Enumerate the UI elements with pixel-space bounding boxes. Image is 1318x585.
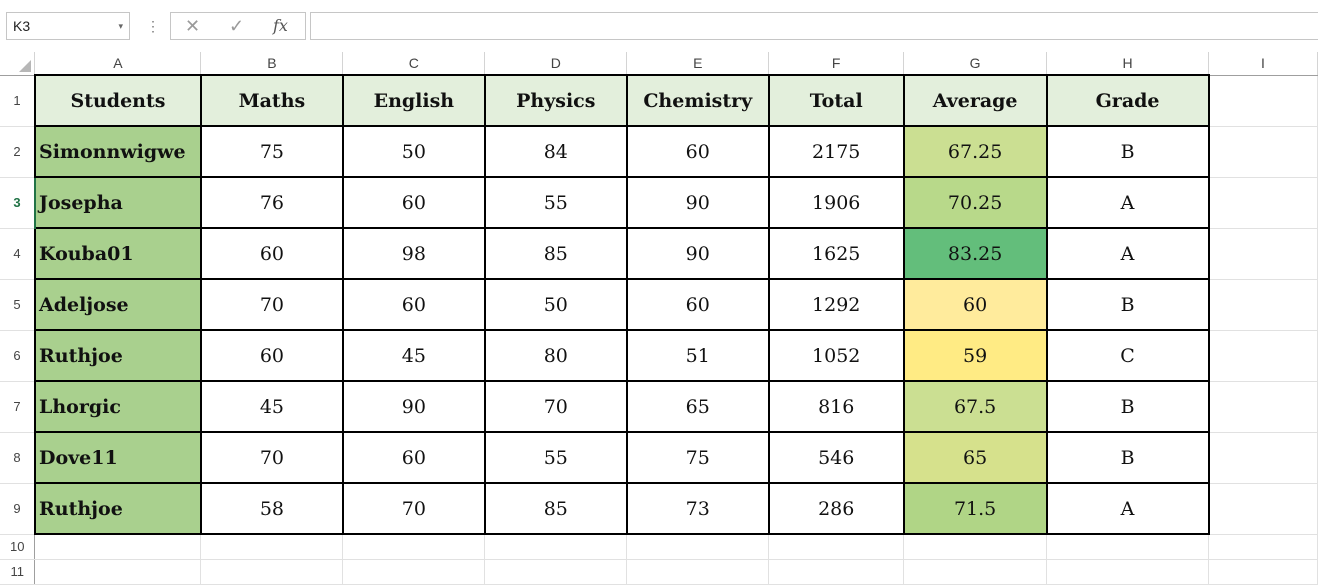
cell-g3[interactable]: 70.25 (904, 177, 1047, 228)
cell-i1[interactable] (1209, 75, 1318, 126)
name-box-value: K3 (13, 18, 31, 34)
cell-h6[interactable]: C (1047, 330, 1209, 381)
row-header-8[interactable]: 8 (0, 432, 35, 483)
cell-d11[interactable] (485, 559, 627, 584)
cell-h5[interactable]: B (1047, 279, 1209, 330)
formula-bar-grip-icon[interactable]: ⋮ (146, 18, 160, 34)
cell-b2[interactable]: 75 (201, 126, 343, 177)
name-box-dropdown-icon[interactable]: ▾ (118, 21, 123, 31)
cell-a3[interactable]: Josepha (35, 177, 201, 228)
cell-b7[interactable]: 45 (201, 381, 343, 432)
cell-g2[interactable]: 67.25 (904, 126, 1047, 177)
row-header-6[interactable]: 6 (0, 330, 35, 381)
cell-f2[interactable]: 2175 (769, 126, 904, 177)
cell-g1[interactable]: Average (904, 75, 1047, 126)
enter-icon[interactable]: ✓ (229, 16, 245, 36)
cell-h11[interactable] (1047, 559, 1209, 584)
column-header-b[interactable]: B (201, 52, 343, 75)
select-all-triangle-icon (19, 60, 31, 72)
cell-g6[interactable]: 59 (904, 330, 1047, 381)
cell-i3[interactable] (1209, 177, 1318, 228)
cell-c3[interactable]: 60 (343, 177, 485, 228)
cell-c10[interactable] (343, 534, 485, 559)
cancel-icon[interactable]: ✕ (185, 16, 201, 36)
table-row (0, 483, 1318, 534)
cell-e8[interactable]: 75 (627, 432, 769, 483)
table-row (0, 177, 1318, 228)
cell-c7[interactable]: 90 (343, 381, 485, 432)
name-box[interactable] (6, 12, 130, 40)
cell-e3[interactable]: 90 (627, 177, 769, 228)
table-row (0, 228, 1318, 279)
cell-b1[interactable]: Maths (201, 75, 343, 126)
cell-h7[interactable]: B (1047, 381, 1209, 432)
row-header-1[interactable]: 1 (0, 75, 35, 126)
cell-d1[interactable]: Physics (485, 75, 627, 126)
cell-b9[interactable]: 58 (201, 483, 343, 534)
row-header-4[interactable]: 4 (0, 228, 35, 279)
cell-f6[interactable]: 1052 (769, 330, 904, 381)
cell-f8[interactable]: 546 (769, 432, 904, 483)
cell-b3[interactable]: 76 (201, 177, 343, 228)
cell-b5[interactable]: 70 (201, 279, 343, 330)
cell-i8[interactable] (1209, 432, 1318, 483)
cell-c6[interactable]: 45 (343, 330, 485, 381)
cell-d8[interactable]: 55 (485, 432, 627, 483)
table-row (0, 534, 1318, 559)
cell-c2[interactable]: 50 (343, 126, 485, 177)
cell-a9[interactable]: Ruthjoe (35, 483, 201, 534)
cell-c9[interactable]: 70 (343, 483, 485, 534)
cell-e1[interactable]: Chemistry (627, 75, 769, 126)
cell-a6[interactable]: Ruthjoe (35, 330, 201, 381)
cell-a10[interactable] (35, 534, 201, 559)
cell-c1[interactable]: English (343, 75, 485, 126)
cell-i10[interactable] (1209, 534, 1318, 559)
cell-i2[interactable] (1209, 126, 1318, 177)
cell-e2[interactable]: 60 (627, 126, 769, 177)
cell-i9[interactable] (1209, 483, 1318, 534)
cell-b6[interactable]: 60 (201, 330, 343, 381)
formula-buttons (170, 12, 306, 40)
cell-h9[interactable]: A (1047, 483, 1209, 534)
cell-f4[interactable]: 1625 (769, 228, 904, 279)
cell-d4[interactable]: 85 (485, 228, 627, 279)
cell-b11[interactable] (201, 559, 343, 584)
column-header-f[interactable]: F (769, 52, 904, 75)
cell-d3[interactable]: 55 (485, 177, 627, 228)
cell-a1[interactable]: Students (35, 75, 201, 126)
column-header-g[interactable]: G (904, 52, 1047, 75)
column-header-i[interactable]: I (1209, 52, 1318, 75)
formula-input[interactable] (310, 12, 1318, 40)
column-header-a[interactable]: A (35, 52, 201, 75)
cell-d5[interactable]: 50 (485, 279, 627, 330)
cell-b10[interactable] (201, 534, 343, 559)
cell-i4[interactable] (1209, 228, 1318, 279)
cell-h4[interactable]: A (1047, 228, 1209, 279)
cell-e9[interactable]: 73 (627, 483, 769, 534)
cell-i7[interactable] (1209, 381, 1318, 432)
cell-i6[interactable] (1209, 330, 1318, 381)
cell-e11[interactable] (627, 559, 769, 584)
cell-f10[interactable] (769, 534, 904, 559)
row-header-11[interactable]: 11 (0, 559, 35, 584)
cell-g11[interactable] (904, 559, 1047, 584)
table-row (0, 432, 1318, 483)
cell-d9[interactable]: 85 (485, 483, 627, 534)
cell-h8[interactable]: B (1047, 432, 1209, 483)
cell-a5[interactable]: Adeljose (35, 279, 201, 330)
cell-a2[interactable]: Simonnwigwe (35, 126, 201, 177)
cell-g5[interactable]: 60 (904, 279, 1047, 330)
column-header-h[interactable]: H (1047, 52, 1209, 75)
cell-h1[interactable]: Grade (1047, 75, 1209, 126)
cell-f5[interactable]: 1292 (769, 279, 904, 330)
table-row (0, 330, 1318, 381)
cell-e10[interactable] (627, 534, 769, 559)
formula-bar-area (0, 0, 1318, 52)
cell-d6[interactable]: 80 (485, 330, 627, 381)
cell-g7[interactable]: 67.5 (904, 381, 1047, 432)
cell-b8[interactable]: 70 (201, 432, 343, 483)
cell-e4[interactable]: 90 (627, 228, 769, 279)
table-row (0, 126, 1318, 177)
column-header-row (0, 52, 1318, 75)
worksheet-grid (0, 52, 1318, 585)
cell-g9[interactable]: 71.5 (904, 483, 1047, 534)
cell-d2[interactable]: 84 (485, 126, 627, 177)
row-header-3[interactable]: 3 (0, 177, 35, 228)
row-header-9[interactable]: 9 (0, 483, 35, 534)
table-row (0, 279, 1318, 330)
cell-h10[interactable] (1047, 534, 1209, 559)
cell-f1[interactable]: Total (769, 75, 904, 126)
cell-c8[interactable]: 60 (343, 432, 485, 483)
cell-h2[interactable]: B (1047, 126, 1209, 177)
select-all-button[interactable] (0, 52, 35, 75)
insert-function-icon[interactable]: fx (273, 16, 288, 35)
cell-a7[interactable]: Lhorgic (35, 381, 201, 432)
cell-a8[interactable]: Dove11 (35, 432, 201, 483)
cell-e7[interactable]: 65 (627, 381, 769, 432)
cell-h3[interactable]: A (1047, 177, 1209, 228)
cell-c4[interactable]: 98 (343, 228, 485, 279)
cell-f9[interactable]: 286 (769, 483, 904, 534)
row-header-5[interactable]: 5 (0, 279, 35, 330)
cell-d7[interactable]: 70 (485, 381, 627, 432)
cell-f3[interactable]: 1906 (769, 177, 904, 228)
table-row (0, 559, 1318, 584)
cell-c5[interactable]: 60 (343, 279, 485, 330)
row-header-10[interactable]: 10 (0, 534, 35, 559)
cell-c11[interactable] (343, 559, 485, 584)
column-header-c[interactable]: C (343, 52, 485, 75)
cell-g8[interactable]: 65 (904, 432, 1047, 483)
cell-f11[interactable] (769, 559, 904, 584)
cell-e6[interactable]: 51 (627, 330, 769, 381)
cell-d10[interactable] (485, 534, 627, 559)
column-header-e[interactable]: E (627, 52, 769, 75)
cell-a11[interactable] (35, 559, 201, 584)
cell-b4[interactable]: 60 (201, 228, 343, 279)
cell-e5[interactable]: 60 (627, 279, 769, 330)
row-header-2[interactable]: 2 (0, 126, 35, 177)
cell-i11[interactable] (1209, 559, 1318, 584)
cell-f7[interactable]: 816 (769, 381, 904, 432)
cell-a4[interactable]: Kouba01 (35, 228, 201, 279)
cell-i5[interactable] (1209, 279, 1318, 330)
cell-g4[interactable]: 83.25 (904, 228, 1047, 279)
column-header-d[interactable]: D (485, 52, 627, 75)
row-header-7[interactable]: 7 (0, 381, 35, 432)
table-row (0, 381, 1318, 432)
cell-g10[interactable] (904, 534, 1047, 559)
table-row (0, 75, 1318, 126)
